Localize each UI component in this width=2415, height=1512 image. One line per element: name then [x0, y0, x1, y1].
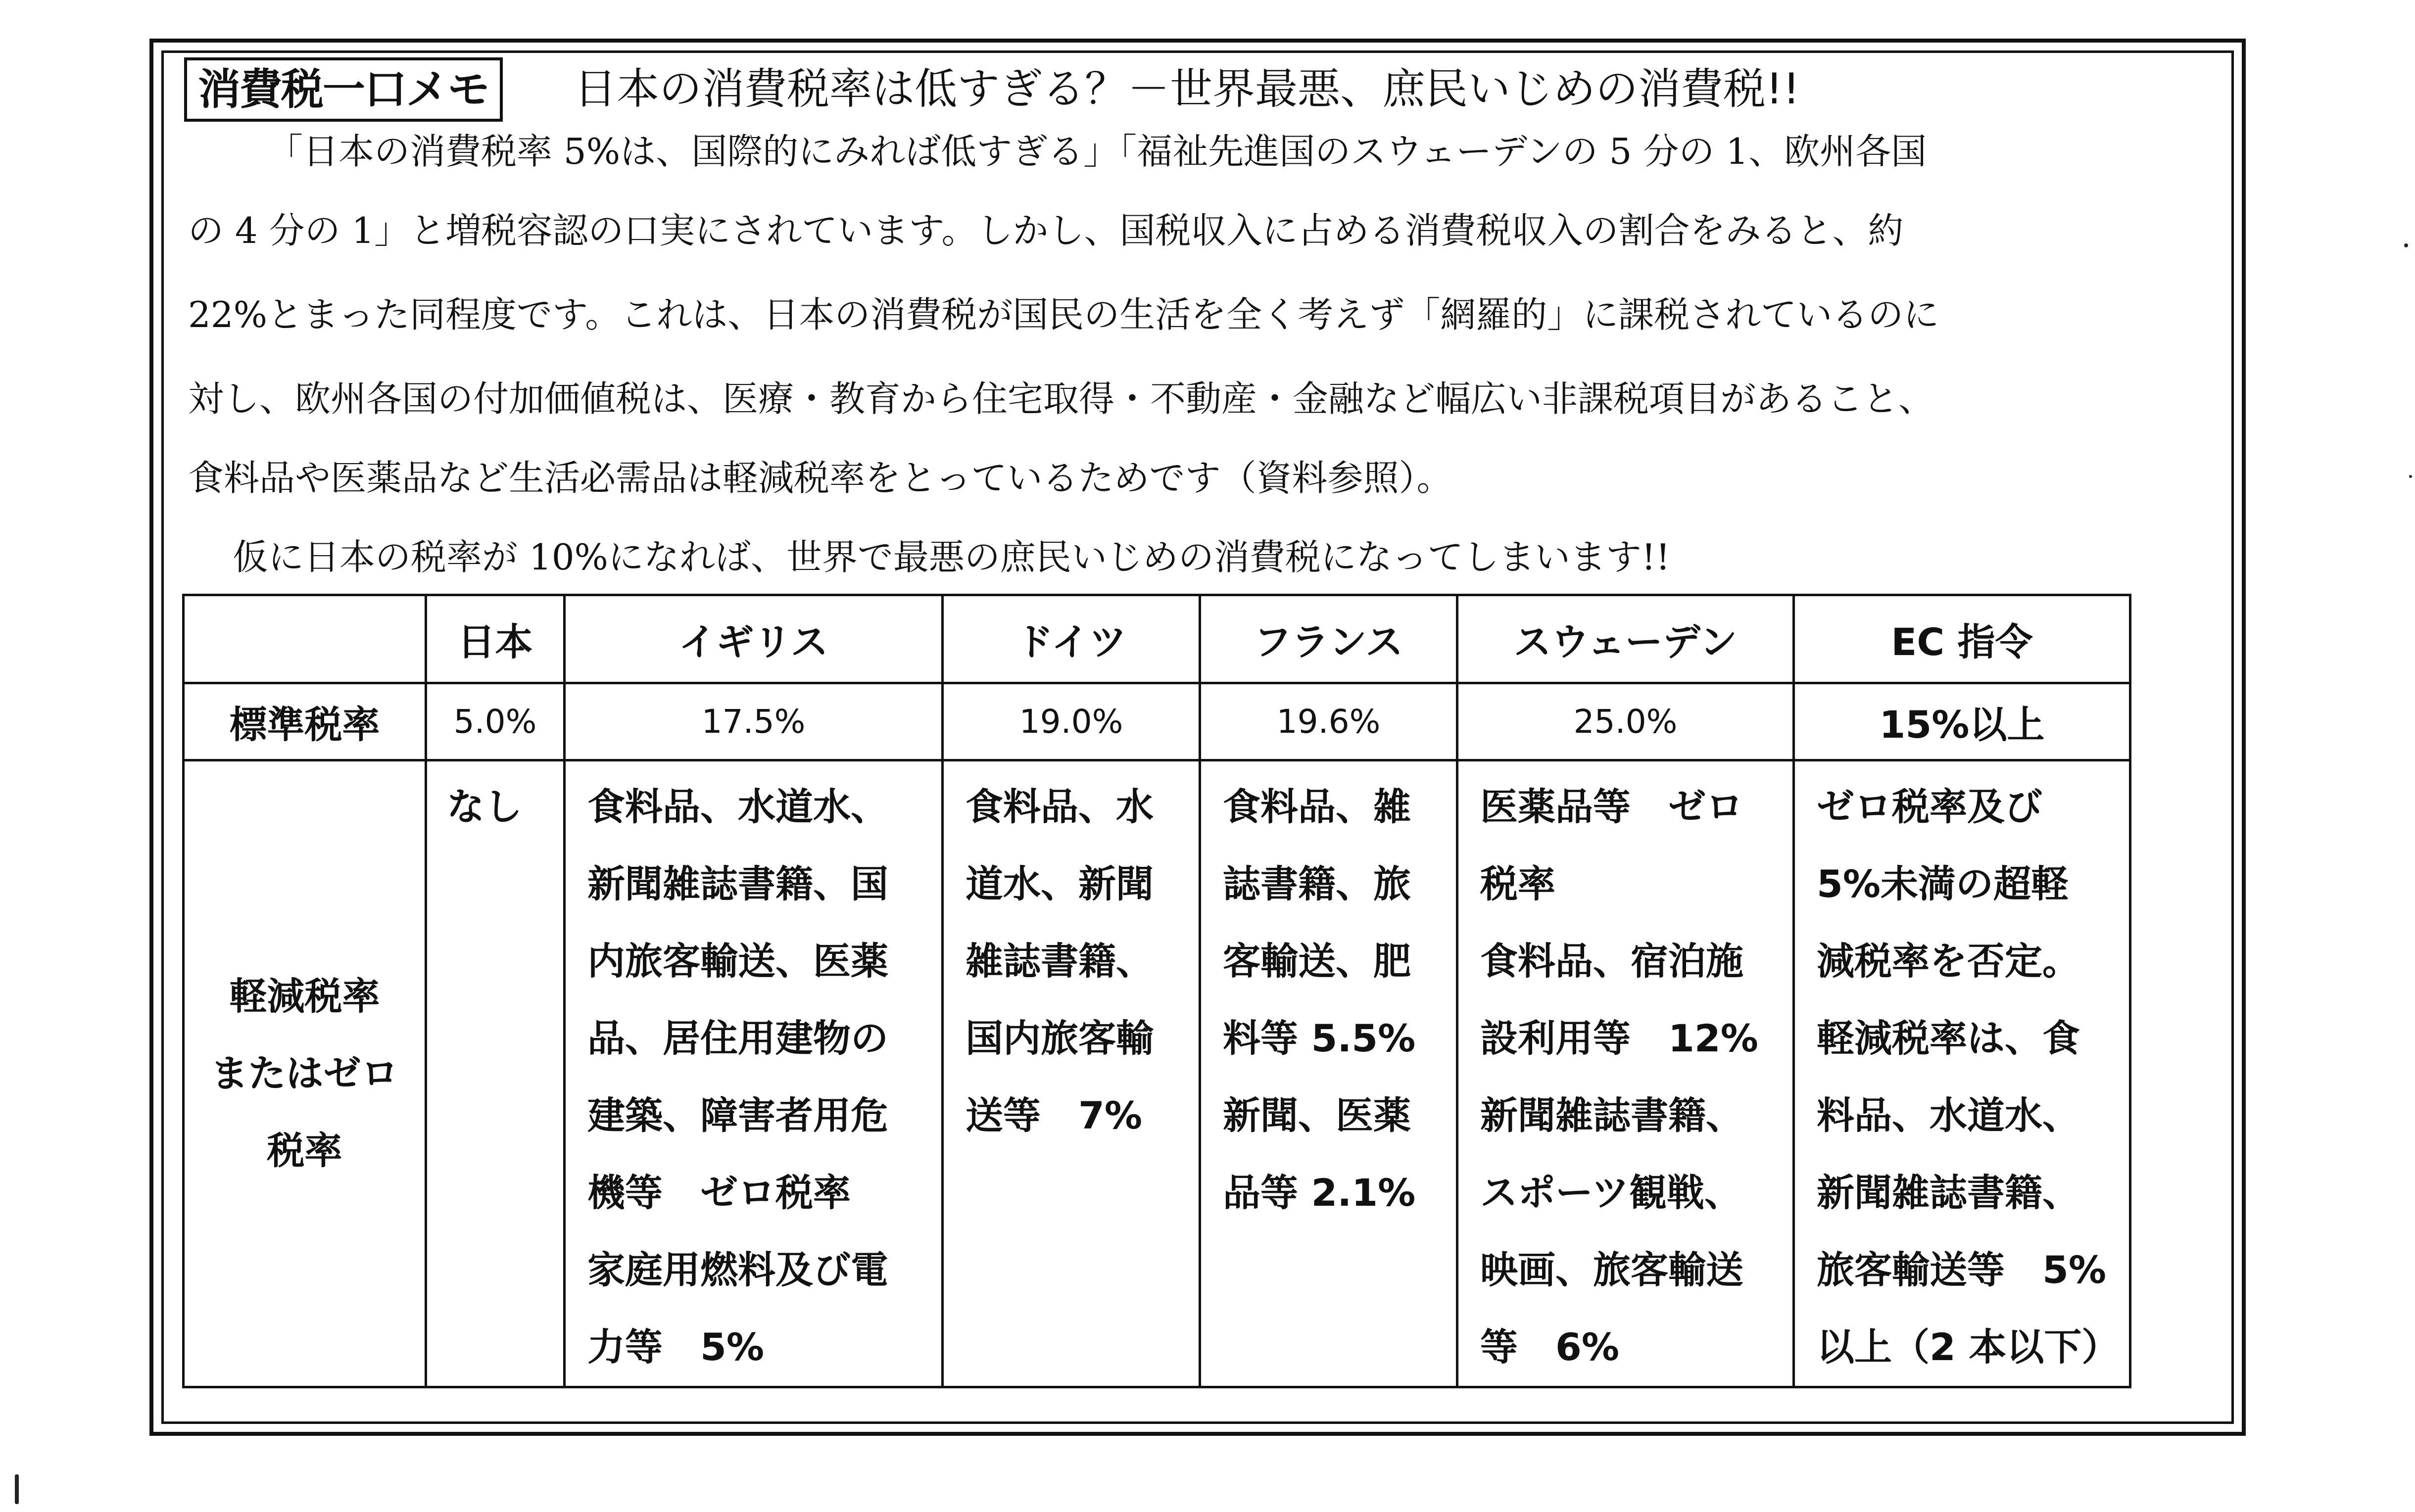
cell-line: 食料品、水道水、: [587, 785, 888, 829]
paragraph-line: 22%とまった同程度です。これは、日本の消費税が国民の生活を全く考えず「網羅的」に課税されているのに: [188, 294, 1939, 335]
standard-rate-row: [184, 683, 2130, 760]
cell-line: 食料品、水: [966, 785, 1154, 829]
cell-line: 食料品、雑: [1223, 785, 1411, 829]
scan-speck: [15, 1474, 19, 1504]
reduced-rate-germany: [943, 760, 1200, 1387]
paragraph-line: 対し、欧州各国の付加価値税は、医療・教育から住宅取得・不動産・金融など幅広い非課税項目があること、: [188, 378, 1934, 420]
cell-line: 軽減税率は、食: [1817, 1016, 2080, 1060]
reduced-rate-label-line: 軽減税率: [229, 974, 380, 1018]
cell-line: 新聞雑誌書籍、国: [587, 862, 888, 906]
header-japan: 日本: [426, 595, 565, 683]
reduced-rate-label: [184, 760, 426, 1387]
paragraph-line: 食料品や医薬品など生活必需品は軽減税率をとっているためです（資料参照）。: [188, 457, 1452, 499]
standard-rate-japan: 5.0%: [426, 683, 565, 760]
paragraph-line: 「日本の消費税率 5%は、国際的にみれば低すぎる」「福祉先進国のスウェーデンの 5 分の 1、欧州各国: [267, 131, 1927, 172]
header-germany: ドイツ: [943, 595, 1200, 683]
cell-line: 映画、旅客輸送: [1480, 1248, 1743, 1292]
cell-line: 内旅客輸送、医薬: [587, 939, 888, 983]
standard-rate-sweden: 25.0%: [1457, 683, 1794, 760]
cell-line: 建築、障害者用危: [587, 1093, 888, 1137]
reduced-rate-label-line: またはゼロ: [210, 1051, 399, 1095]
cell-line: 設利用等 12%: [1480, 1016, 1758, 1060]
cell-line: 家庭用燃料及び電: [587, 1248, 888, 1292]
standard-rate-ec: 15%以上: [1794, 683, 2130, 760]
cell-line: 品等 2.1%: [1223, 1171, 1416, 1215]
tax-rate-table: [182, 594, 2131, 1388]
standard-rate-label: 標準税率: [184, 683, 426, 760]
cell-line: 品、居住用建物の: [587, 1016, 888, 1060]
paragraph-line: の 4 分の 1」と増税容認の口実にされています。しかし、国税収入に占める消費税収入の割合をみると、約: [188, 210, 1904, 251]
cell-line: 客輸送、肥: [1223, 939, 1411, 983]
cell-line: 誌書籍、旅: [1223, 862, 1411, 906]
cell-line: 送等 7%: [966, 1093, 1143, 1137]
cell-line: 新聞雑誌書籍、: [1480, 1093, 1743, 1137]
cell-line: 雑誌書籍、: [966, 939, 1154, 983]
cell-line: 医薬品等 ゼロ: [1480, 785, 1743, 829]
reduced-rate-ec: [1794, 760, 2130, 1387]
cell-line: ゼロ税率及び: [1817, 785, 2042, 829]
memo-label: 消費税一口メモ: [184, 57, 503, 122]
header-uk: イギリス: [565, 595, 943, 683]
table-header-row: [184, 595, 2130, 683]
reduced-rate-uk: [565, 760, 943, 1387]
cell-line: スポーツ観戦、: [1480, 1171, 1742, 1215]
cell-line: 食料品、宿泊施: [1480, 939, 1743, 983]
reduced-rate-france: [1200, 760, 1457, 1387]
reduced-rate-sweden: [1457, 760, 1794, 1387]
reduced-rate-row: [184, 760, 2130, 1387]
corner-cell: [184, 595, 426, 683]
cell-line: 料品、水道水、: [1817, 1093, 2080, 1137]
cell-line: 道水、新聞: [966, 862, 1154, 906]
cell-line: 等 6%: [1480, 1325, 1620, 1369]
scan-speck: [2409, 475, 2412, 478]
cell-line: 国内旅客輸: [966, 1016, 1154, 1060]
cell-line: 力等 5%: [587, 1325, 765, 1369]
reduced-rate-label-line: 税率: [267, 1129, 342, 1173]
standard-rate-germany: 19.0%: [943, 683, 1200, 760]
cell-line: なし: [447, 785, 522, 829]
cell-line: 旅客輸送等 5%: [1817, 1248, 2107, 1292]
header-ec-directive: EC 指令: [1794, 595, 2130, 683]
reduced-rate-japan: [426, 760, 565, 1387]
standard-rate-uk: 17.5%: [565, 683, 943, 760]
paragraph-conclusion: 仮に日本の税率が 10%になれば、世界で最悪の庶民いじめの消費税になってしまいます!!: [233, 536, 1670, 578]
standard-rate-france: 19.6%: [1200, 683, 1457, 760]
cell-line: 料等 5.5%: [1223, 1016, 1416, 1060]
cell-line: 新聞、医薬: [1223, 1093, 1411, 1137]
header-sweden: スウェーデン: [1457, 595, 1794, 683]
cell-line: 以上（2 本以下）: [1817, 1325, 2120, 1369]
cell-line: 税率: [1480, 862, 1555, 906]
cell-line: 新聞雑誌書籍、: [1817, 1171, 2080, 1215]
cell-line: 減税率を否定。: [1817, 939, 2080, 983]
cell-line: 5%未満の超軽: [1817, 862, 2069, 906]
scan-speck: [2404, 243, 2408, 247]
headline: 日本の消費税率は低すぎる？－世界最悪、庶民いじめの消費税!!: [574, 64, 1800, 114]
cell-line: 機等 ゼロ税率: [587, 1171, 851, 1215]
header-france: フランス: [1200, 595, 1457, 683]
